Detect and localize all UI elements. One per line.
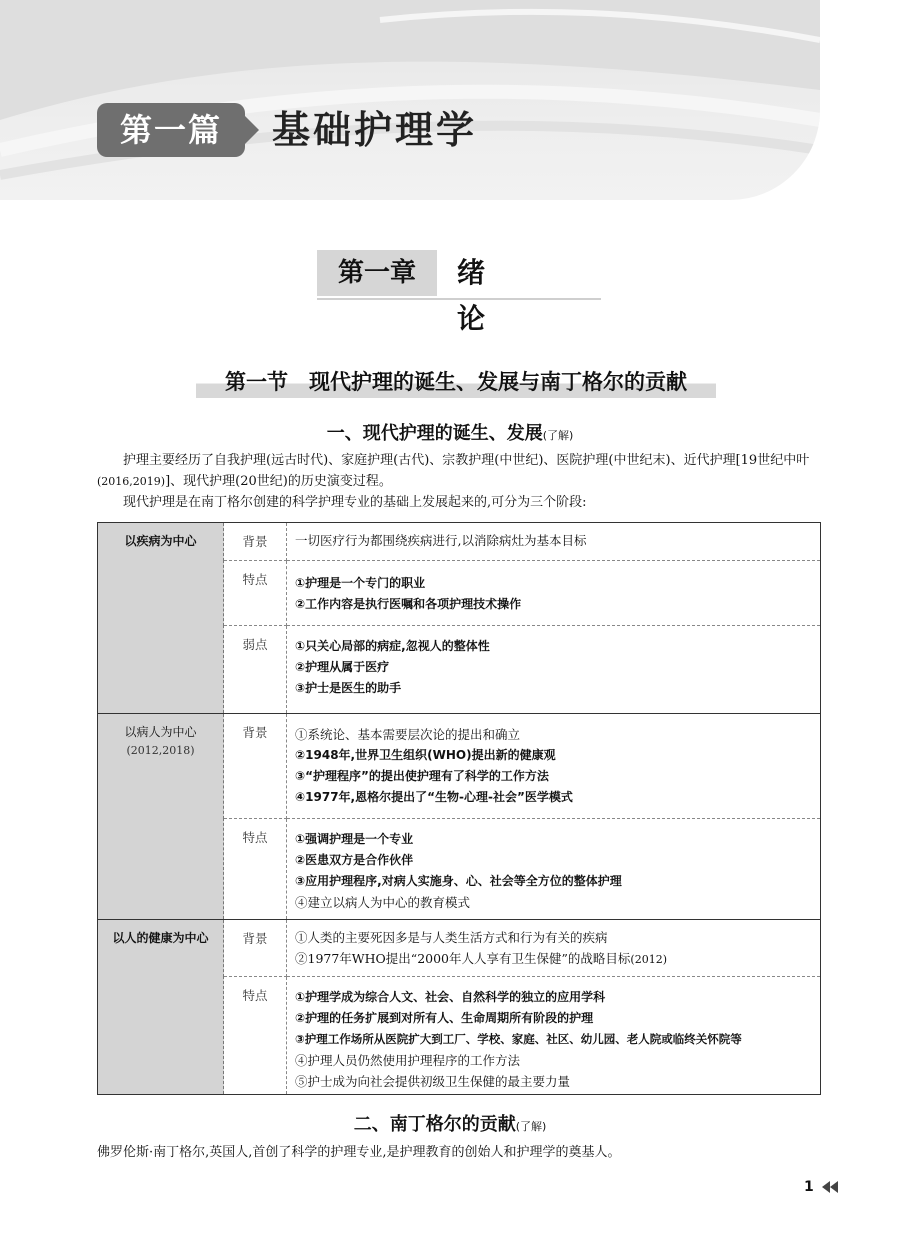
paragraph-stages: 现代护理是在南丁格尔创建的科学护理专业的基础上发展起来的,可分为三个阶段: <box>123 495 587 510</box>
content-line: ④1977年,恩格尔提出了“生物-心理-社会”医学模式 <box>295 790 573 804</box>
row-content <box>287 819 821 920</box>
content-line-year: (2012) <box>630 953 667 966</box>
subsection-tag-2: (了解) <box>515 1120 547 1133</box>
row-label: 特点 <box>224 819 287 920</box>
subsection-title-1-text: 一、现代护理的诞生、发展 <box>326 423 543 444</box>
content-line: ④护理人员仍然使用护理程序的工作方法 <box>295 1053 521 1068</box>
stage-name-cell <box>98 523 224 714</box>
content-line: ②护理从属于医疗 <box>295 660 390 674</box>
row-label: 特点 <box>224 561 287 626</box>
content-line: ②1948年,世界卫生组织(WHO)提出新的健康观 <box>295 748 556 762</box>
chapter-number: 第一章 <box>317 250 437 296</box>
paragraph-nightingale: 佛罗伦斯·南丁格尔,英国人,首创了科学的护理专业,是护理教育的创始人和护理学的奠基人。 <box>97 1145 621 1160</box>
stage-name: 以疾病为中心 <box>124 534 197 548</box>
stage-years: (2012,2018) <box>126 744 195 757</box>
content-line: ③应用护理程序,对病人实施身、心、社会等全方位的整体护理 <box>295 874 622 888</box>
table-row <box>98 714 821 819</box>
header-banner <box>0 0 820 200</box>
subsection-title-1 <box>0 419 900 445</box>
row-content <box>287 714 821 819</box>
paragraph-history <box>97 450 822 492</box>
content-line-text: ②1977年WHO提出“2000年人人享有卫生保健”的战略目标 <box>295 951 631 966</box>
row-content <box>287 561 821 626</box>
content-line: ③护理工作场所从医院扩大到工厂、学校、家庭、社区、幼儿园、老人院或临终关怀院等 <box>295 1032 742 1046</box>
stage-name: 以人的健康为中心 <box>112 931 209 945</box>
subsection-tag-1: (了解) <box>542 429 574 442</box>
content-line: ①系统论、基本需要层次论的提出和确立 <box>295 727 521 742</box>
chapter-heading <box>317 250 601 335</box>
nursing-stages-table <box>97 522 821 1095</box>
content-line: ①只关心局部的病症,忽视人的整体性 <box>295 639 490 653</box>
chapter-title: 绪论 <box>457 256 534 335</box>
stage-name-cell <box>98 920 224 1095</box>
row-content <box>287 977 821 1095</box>
section-title: 第一节 现代护理的诞生、发展与南丁格尔的贡献 <box>196 366 716 398</box>
subsection-title-2 <box>0 1110 900 1136</box>
content-line: ②护理的任务扩展到对所有人、生命周期所有阶段的护理 <box>295 1011 594 1025</box>
row-label: 背景 <box>224 920 287 977</box>
content-line: ①强调护理是一个专业 <box>295 832 414 846</box>
paragraph-history-text-end: ]、现代护理(20世纪)的历史演变过程。 <box>165 474 392 489</box>
page-number: 1 <box>804 1179 814 1195</box>
part-badge-arrow-icon <box>243 114 259 146</box>
paragraph-history-text: 护理主要经历了自我护理(远古时代)、家庭护理(古代)、宗教护理(中世纪)、医院护理(中世纪末)、近代护理[19世纪中叶 <box>123 453 810 468</box>
content-line: ②工作内容是执行医嘱和各项护理技术操作 <box>295 597 522 611</box>
part-title: 基础护理学 <box>272 107 478 152</box>
table-row <box>98 523 821 561</box>
part-badge: 第一篇 <box>97 103 245 157</box>
content-line <box>295 948 820 970</box>
row-content <box>287 626 821 714</box>
row-label: 背景 <box>224 523 287 561</box>
table-row <box>98 920 821 977</box>
paragraph-history-years: (2016,2019) <box>97 475 166 488</box>
content-line: ①人类的主要死因多是与人类生活方式和行为有关的疾病 <box>295 930 608 945</box>
content-line: ②医患双方是合作伙伴 <box>295 853 414 867</box>
row-label: 弱点 <box>224 626 287 714</box>
stage-name: 以病人为中心 <box>124 725 197 739</box>
row-label: 特点 <box>224 977 287 1095</box>
content-line: 一切医疗行为都围绕疾病进行,以消除病灶为基本目标 <box>295 533 587 548</box>
row-content <box>287 920 821 977</box>
row-content <box>287 523 821 561</box>
page-arrow-icon <box>822 1181 838 1193</box>
subsection-title-2-text: 二、南丁格尔的贡献 <box>353 1114 516 1135</box>
content-line: ①护理是一个专门的职业 <box>295 576 426 590</box>
content-line: ③“护理程序”的提出使护理有了科学的工作方法 <box>295 769 549 783</box>
banner-wave-decoration <box>0 0 820 200</box>
content-line: ③护士是医生的助手 <box>295 681 402 695</box>
stage-name-cell <box>98 714 224 920</box>
content-line: ⑤护士成为向社会提供初级卫生保健的最主要力量 <box>295 1074 571 1089</box>
content-line: ④建立以病人为中心的教育模式 <box>295 895 471 910</box>
content-line: ①护理学成为综合人文、社会、自然科学的独立的应用学科 <box>295 990 606 1004</box>
row-label: 背景 <box>224 714 287 819</box>
